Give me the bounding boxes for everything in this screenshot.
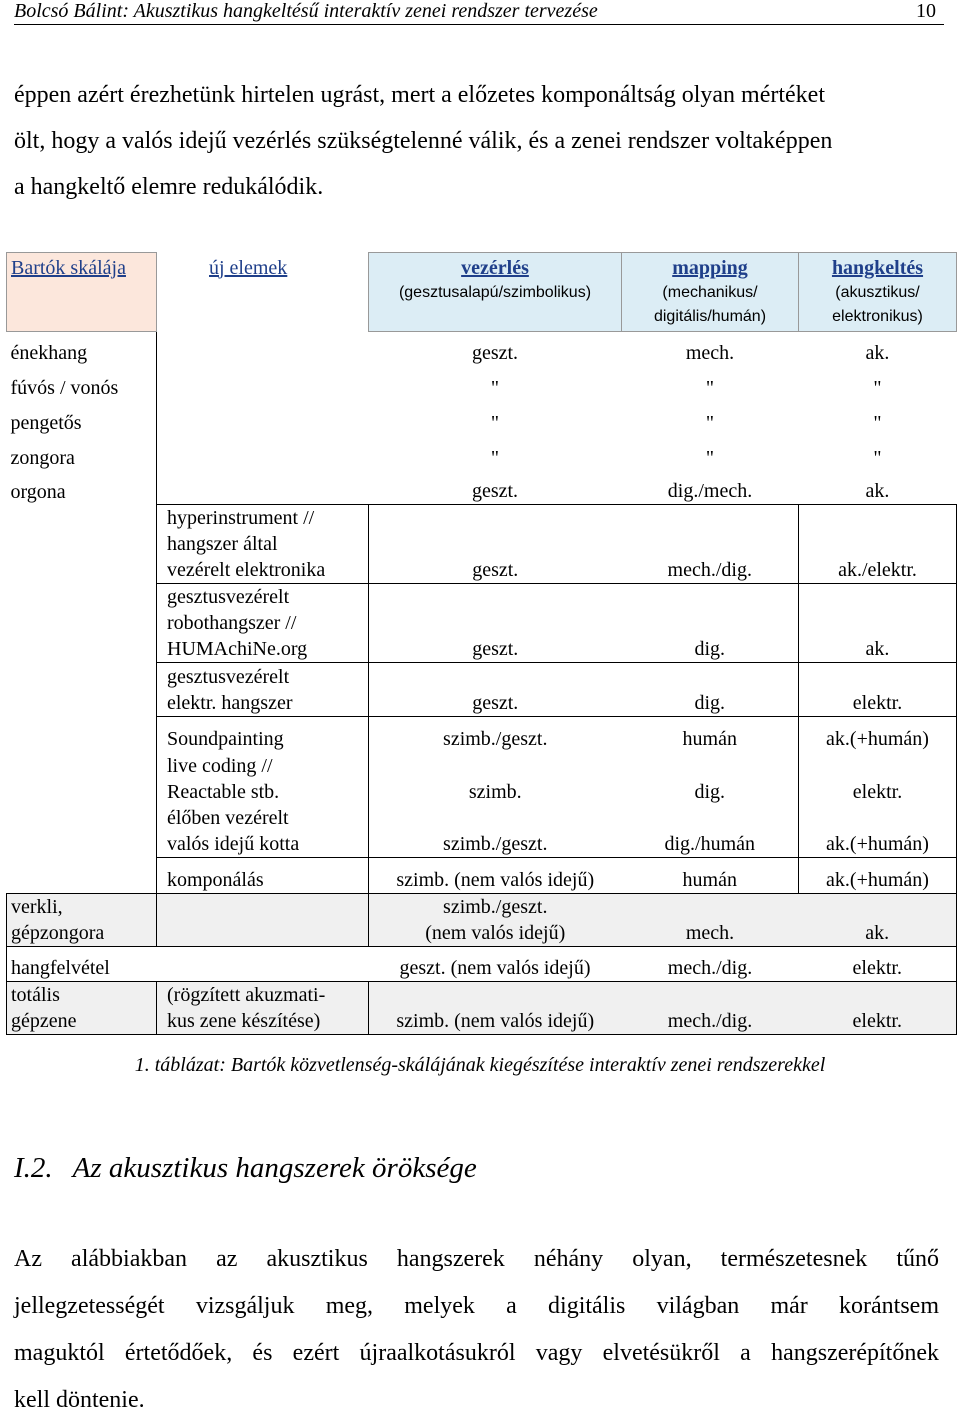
header-bartok: Bartók skálája — [7, 253, 157, 332]
table-row — [7, 505, 957, 584]
cell-sound: elektr. — [799, 947, 957, 982]
table-row — [7, 584, 957, 663]
cell-sound: elektr. — [799, 982, 957, 1035]
cell-control: geszt. — [369, 505, 622, 584]
cell-mapping: humán — [622, 858, 799, 894]
text-line: jellegzetességét vizsgáljuk meg, melyek a digitális világban már korántsem — [14, 1293, 939, 1319]
cell-mapping: dig. — [622, 584, 799, 663]
section-title: Az akusztikus hangszerek öröksége — [72, 1152, 477, 1184]
table-row — [7, 982, 957, 1035]
cell-new-element: hyperinstrument // hangszer által vezérelt elektronika — [157, 505, 369, 584]
cell-control: szimb. (nem valós idejű) — [369, 982, 622, 1035]
cell-sound: ak./elektr. — [799, 505, 957, 584]
header-control: vezérlés (gesztusalapú/szimbolikus) — [369, 253, 622, 332]
cell-bartok: zongora — [7, 436, 157, 471]
cell-sound: ak. — [865, 480, 890, 502]
cell-control: szimb./geszt. — [443, 727, 548, 750]
cell-bartok: énekhang — [7, 332, 157, 366]
cell-bartok: fúvós / vonós — [7, 366, 157, 401]
text-line: éppen azért érezhetünk hirtelen ugrást, mert a előzetes komponáltság olyan mértéket — [14, 82, 825, 108]
text-line: ölt, hogy a valós idejű vezérlés szükségtelenné válik, és a zenei rendszer voltaképpen — [14, 128, 833, 154]
table-row — [7, 717, 957, 752]
cell-new-element: gesztusvezérelt robothangszer // HUMAchiNe.org — [157, 584, 369, 663]
cell-new-element: komponálás — [157, 858, 369, 894]
cell-bartok: hangfelvétel — [7, 947, 157, 982]
cell-mapping: " — [705, 411, 715, 434]
cell-sound: ak.(+humán) — [799, 805, 957, 858]
cell-sound: ak.(+humán) — [799, 858, 957, 894]
header-mapping: mapping (mechanikus/ digitális/humán) — [622, 253, 799, 332]
intro-paragraph — [14, 72, 939, 210]
table-row — [7, 471, 957, 505]
cell-bartok: pengetős — [7, 401, 157, 436]
cell-control: geszt. — [471, 480, 519, 502]
running-title: Bolcsó Bálint: Akusztikus hangkeltésű interaktív zenei rendszer tervezése — [14, 0, 598, 22]
table-row — [7, 947, 957, 982]
cell-mapping: dig./humán — [622, 805, 799, 858]
cell-mapping: mech./dig. — [622, 505, 799, 584]
table-row — [7, 366, 957, 401]
table-row — [7, 805, 957, 858]
text-line: maguktól értetődőek, és ezért újraalkotásukról vagy elvetésükről a hangszerépítőnek — [14, 1340, 939, 1366]
page-number: 10 — [916, 0, 936, 22]
cell-control: geszt. (nem valós idejű) — [369, 947, 622, 982]
header-new-elements: új elemek — [209, 256, 288, 279]
table-caption: 1. táblázat: Bartók közvetlenség-skálájának kiegészítése interaktív zenei rendszerekkel — [134, 1054, 826, 1076]
cell-control: szimb./geszt. (nem valós idejű) — [369, 894, 622, 947]
cell-sound: ak. — [865, 341, 890, 364]
cell-sound: ak. — [799, 584, 957, 663]
bartok-scale-table — [6, 252, 957, 1035]
cell-mapping: mech. — [685, 341, 735, 364]
cell-control: " — [490, 411, 500, 434]
cell-mapping: " — [705, 446, 715, 469]
cell-sound: " — [873, 411, 882, 434]
cell-mapping: mech./dig. — [622, 982, 799, 1035]
cell-mapping: humán — [622, 717, 799, 752]
cell-sound: ak. — [799, 894, 957, 947]
cell-new-element: (rögzített akuzmati- kus zene készítése) — [157, 982, 369, 1035]
table-row — [7, 858, 957, 894]
cell-control: geszt. — [369, 663, 622, 717]
section-number: I.2. — [14, 1152, 53, 1184]
cell-sound: " — [873, 446, 882, 469]
cell-sound: ak.(+humán) — [799, 717, 957, 752]
table-row — [7, 401, 957, 436]
cell-sound: " — [873, 376, 882, 399]
cell-control: " — [490, 446, 500, 469]
table-header-row — [7, 253, 957, 332]
cell-mapping: dig./mech. — [667, 480, 753, 502]
table-row — [7, 894, 957, 947]
cell-control: geszt. — [471, 341, 519, 364]
cell-control: " — [490, 376, 500, 399]
page-header — [14, 0, 944, 25]
table-row — [7, 436, 957, 471]
cell-bartok: totális gépzene — [7, 982, 157, 1035]
cell-new-element: live coding // Reactable stb. — [157, 752, 369, 805]
table-row — [7, 752, 957, 805]
text-line: Az alábbiakban az akusztikus hangszerek néhány olyan, természetesnek tűnő — [14, 1246, 939, 1272]
table-row — [7, 663, 957, 717]
cell-control: szimb. (nem valós idejű) — [369, 858, 622, 894]
cell-mapping: mech. — [622, 894, 799, 947]
cell-new-element: gesztusvezérelt elektr. hangszer — [157, 663, 369, 717]
cell-bartok: orgona — [7, 471, 157, 505]
cell-mapping: dig. — [622, 752, 799, 805]
text-line: a hangkeltő elemre redukálódik. — [14, 174, 324, 200]
section-heading — [14, 1152, 477, 1185]
cell-control: szimb. — [468, 780, 522, 803]
cell-new-element: Soundpainting — [157, 717, 369, 752]
header-sound: hangkeltés (akusztikus/ elektronikus) — [799, 253, 957, 332]
cell-sound: elektr. — [799, 663, 957, 717]
cell-control: szimb./geszt. — [369, 805, 622, 858]
table-row — [7, 332, 957, 366]
cell-mapping: dig. — [622, 663, 799, 717]
body-paragraph — [14, 1236, 939, 1424]
cell-sound: elektr. — [799, 752, 957, 805]
text-line: kell döntenie. — [14, 1387, 145, 1413]
cell-mapping: mech./dig. — [622, 947, 799, 982]
cell-mapping: " — [705, 376, 715, 399]
cell-bartok: verkli, gépzongora — [7, 894, 157, 947]
cell-new-element: élőben vezérelt valós idejű kotta — [157, 805, 369, 858]
cell-control: geszt. — [369, 584, 622, 663]
